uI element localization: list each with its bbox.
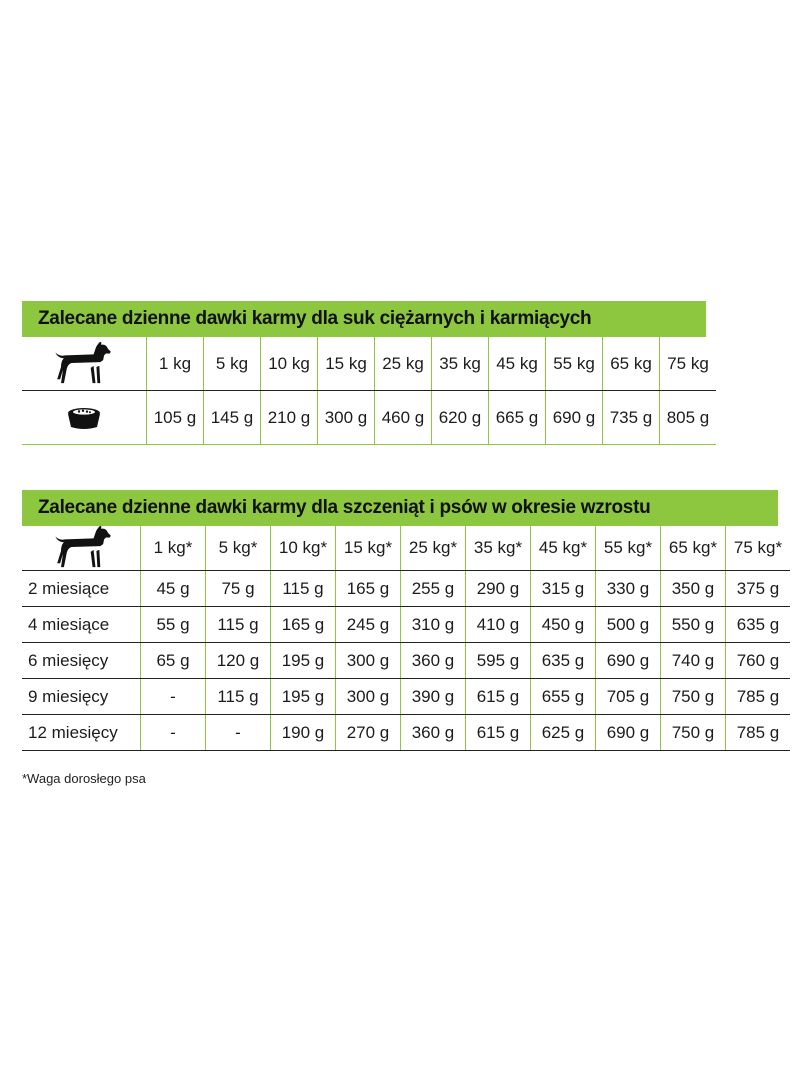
weight-cell: 55 kg [546,337,603,391]
dose-cell: 760 g [726,643,791,679]
food-bowl-icon [22,391,147,445]
pregnant-feeding-table [22,337,716,445]
puppy-table-title: Zalecane dzienne dawki karmy dla szczeniąt i psów w okresie wzrostu [22,490,778,526]
weight-cell: 25 kg [375,337,432,391]
dose-cell: 625 g [531,715,596,751]
weight-cell: 45 kg [489,337,546,391]
dose-cell: 785 g [726,715,791,751]
dose-cell: 45 g [141,571,206,607]
dose-cell: 290 g [466,571,531,607]
dose-cell: 195 g [271,679,336,715]
dose-cell: 460 g [375,391,432,445]
dose-cell: 665 g [489,391,546,445]
dose-cell: 390 g [401,679,466,715]
table-row [22,679,790,715]
weight-cell: 25 kg* [401,526,466,571]
weight-cell: 15 kg* [336,526,401,571]
dose-cell: 785 g [726,679,791,715]
weight-header-row [22,526,790,571]
dose-cell: 270 g [336,715,401,751]
dose-cell: 375 g [726,571,791,607]
dose-cell: 315 g [531,571,596,607]
weight-cell: 5 kg* [206,526,271,571]
dose-cell: 735 g [603,391,660,445]
dose-cell: 300 g [336,643,401,679]
dose-cell: 750 g [661,679,726,715]
table-row [22,715,790,751]
footnote: *Waga dorosłego psa [22,771,146,786]
dose-cell: 115 g [271,571,336,607]
dose-cell: 195 g [271,643,336,679]
weight-cell: 65 kg* [661,526,726,571]
dose-cell: 690 g [596,643,661,679]
dose-cell: 805 g [660,391,717,445]
dog-icon [22,526,141,571]
dose-cell: 620 g [432,391,489,445]
weight-cell: 5 kg [204,337,261,391]
dose-cell: 360 g [401,643,466,679]
dose-cell: 245 g [336,607,401,643]
dose-cell: 310 g [401,607,466,643]
dose-row [22,391,716,445]
weight-cell: 10 kg [261,337,318,391]
age-label: 4 miesiące [22,607,141,643]
table-row [22,571,790,607]
dose-cell: 410 g [466,607,531,643]
dose-cell: - [206,715,271,751]
age-label: 6 miesięcy [22,643,141,679]
age-label: 2 miesiące [22,571,141,607]
dose-cell: 635 g [531,643,596,679]
dose-cell: 330 g [596,571,661,607]
dose-cell: 210 g [261,391,318,445]
dog-icon [22,337,147,391]
dose-cell: 655 g [531,679,596,715]
weight-cell: 15 kg [318,337,375,391]
dose-cell: 500 g [596,607,661,643]
dose-cell: 165 g [271,607,336,643]
weight-cell: 75 kg [660,337,717,391]
weight-cell: 35 kg* [466,526,531,571]
dose-cell: 690 g [596,715,661,751]
dose-cell: 740 g [661,643,726,679]
pregnant-feeding-section [22,301,710,445]
weight-row [22,337,716,391]
puppy-feeding-section [22,490,783,751]
age-label: 12 miesięcy [22,715,141,751]
weight-cell: 1 kg [147,337,204,391]
dose-cell: - [141,679,206,715]
weight-cell: 35 kg [432,337,489,391]
dose-cell: 635 g [726,607,791,643]
dose-cell: - [141,715,206,751]
puppy-feeding-table [22,526,790,751]
weight-cell: 10 kg* [271,526,336,571]
weight-cell: 65 kg [603,337,660,391]
pregnant-table-title: Zalecane dzienne dawki karmy dla suk ciężarnych i karmiących [22,301,706,337]
dose-cell: 120 g [206,643,271,679]
dose-cell: 550 g [661,607,726,643]
dose-cell: 115 g [206,607,271,643]
dose-cell: 55 g [141,607,206,643]
dose-cell: 360 g [401,715,466,751]
dose-cell: 115 g [206,679,271,715]
dose-cell: 65 g [141,643,206,679]
dose-cell: 165 g [336,571,401,607]
dose-cell: 450 g [531,607,596,643]
dose-cell: 595 g [466,643,531,679]
weight-cell: 45 kg* [531,526,596,571]
table-row [22,643,790,679]
dose-cell: 300 g [318,391,375,445]
dose-cell: 105 g [147,391,204,445]
dose-cell: 615 g [466,715,531,751]
dose-cell: 750 g [661,715,726,751]
dose-cell: 190 g [271,715,336,751]
age-label: 9 miesięcy [22,679,141,715]
dose-cell: 300 g [336,679,401,715]
table-row [22,607,790,643]
dose-cell: 690 g [546,391,603,445]
weight-cell: 1 kg* [141,526,206,571]
dose-cell: 350 g [661,571,726,607]
weight-cell: 75 kg* [726,526,791,571]
weight-cell: 55 kg* [596,526,661,571]
dose-cell: 615 g [466,679,531,715]
dose-cell: 75 g [206,571,271,607]
dose-cell: 255 g [401,571,466,607]
dose-cell: 145 g [204,391,261,445]
dose-cell: 705 g [596,679,661,715]
